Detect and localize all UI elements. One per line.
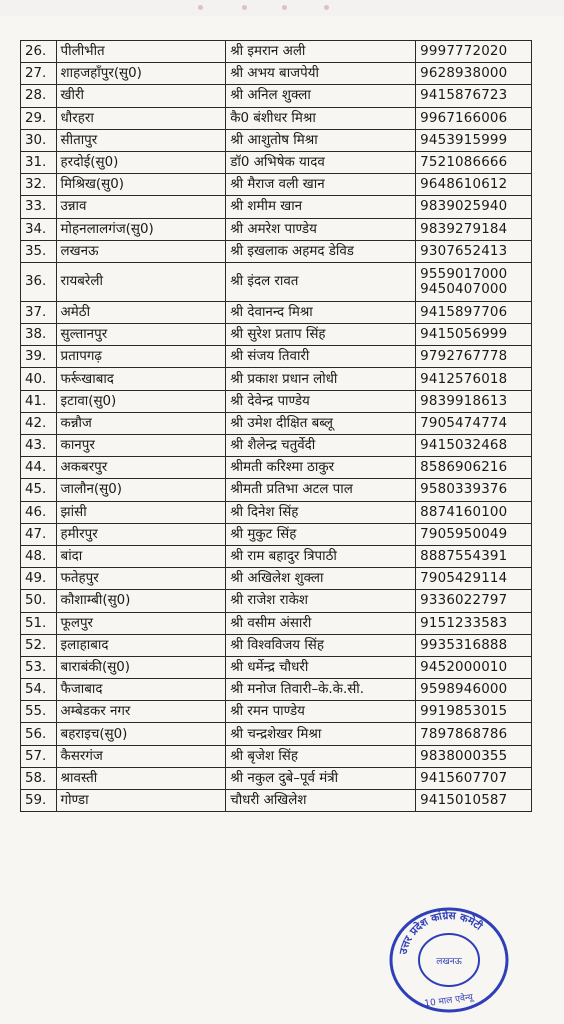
stamp-center-text: लखनऊ — [436, 957, 462, 967]
serial-number-cell: 38. — [21, 324, 57, 346]
phone-cell — [416, 767, 532, 789]
serial-number-cell: 39. — [21, 346, 57, 368]
phone-cell — [416, 196, 532, 218]
table-row — [21, 612, 532, 634]
phone-number: 9792767778 — [420, 349, 508, 365]
phone-number: 9415607707 — [420, 770, 508, 786]
serial-number-cell: 42. — [21, 412, 57, 434]
table-row — [21, 790, 532, 812]
constituency-cell: जालौन(सु0) — [56, 479, 226, 501]
serial-number-cell: 50. — [21, 590, 57, 612]
candidate-name-cell: श्री अमरेश पाण्डेय — [226, 218, 416, 240]
phone-number: 9415010587 — [420, 793, 508, 809]
phone-cell — [416, 723, 532, 745]
indicator-dot — [324, 5, 329, 10]
constituency-cell: बाराबंकी(सु0) — [56, 656, 226, 678]
candidate-name-cell: श्री इखलाक अहमद डेविड — [226, 240, 416, 262]
candidate-name-cell: श्री शमीम खान — [226, 196, 416, 218]
phone-cell — [416, 701, 532, 723]
phone-number: 9648610612 — [420, 177, 508, 193]
table-row — [21, 745, 532, 767]
serial-number-cell: 52. — [21, 634, 57, 656]
serial-number-cell: 56. — [21, 723, 57, 745]
constituency-cell: अकबरपुर — [56, 457, 226, 479]
phone-number: 9415032468 — [420, 438, 508, 454]
indicator-dot — [198, 5, 203, 10]
phone-cell — [416, 324, 532, 346]
serial-number-cell: 46. — [21, 501, 57, 523]
table-row — [21, 174, 532, 196]
candidate-name-cell: चौधरी अखिलेश — [226, 790, 416, 812]
constituency-cell: झांसी — [56, 501, 226, 523]
candidate-name-cell: श्री सुरेश प्रताप सिंह — [226, 324, 416, 346]
phone-cell — [416, 612, 532, 634]
table-row — [21, 240, 532, 262]
candidate-name-cell: श्री नकुल दुबे–पूर्व मंत्री — [226, 767, 416, 789]
serial-number-cell: 34. — [21, 218, 57, 240]
phone-number: 9997772020 — [420, 44, 508, 60]
phone-number: 9415056999 — [420, 327, 508, 343]
table-row — [21, 568, 532, 590]
candidate-name-cell: श्रीमती करिश्मा ठाकुर — [226, 457, 416, 479]
table-body — [21, 41, 532, 812]
table-row — [21, 63, 532, 85]
serial-number-cell: 49. — [21, 568, 57, 590]
candidate-name-cell: श्री प्रकाश प्रधान लोधी — [226, 368, 416, 390]
constituency-cell: मिश्रिख(सु0) — [56, 174, 226, 196]
constituency-cell: श्रावस्ती — [56, 767, 226, 789]
phone-cell — [416, 790, 532, 812]
constituency-cell: अम्बेडकर नगर — [56, 701, 226, 723]
candidate-name-cell: श्री संजय तिवारी — [226, 346, 416, 368]
candidate-name-cell: श्री दिनेश सिंह — [226, 501, 416, 523]
official-stamp — [388, 906, 510, 1014]
phone-number: 7905429114 — [420, 571, 508, 587]
constituency-cell: इलाहाबाद — [56, 634, 226, 656]
stamp-ring-text: उत्तर प्रदेश कांग्रेस कमेटी — [397, 909, 485, 956]
constituency-cell: बांदा — [56, 545, 226, 567]
serial-number-cell: 40. — [21, 368, 57, 390]
phone-number: 9839279184 — [420, 221, 508, 237]
phone-cell — [416, 174, 532, 196]
phone-number: 9598946000 — [420, 682, 508, 698]
phone-number: 9839918613 — [420, 393, 508, 409]
serial-number-cell: 30. — [21, 129, 57, 151]
phone-number: 9415897706 — [420, 304, 508, 320]
serial-number-cell: 57. — [21, 745, 57, 767]
phone-number: 9452000010 — [420, 659, 508, 675]
constituency-cell: धौरहरा — [56, 107, 226, 129]
serial-number-cell: 37. — [21, 301, 57, 323]
candidate-name-cell: श्री मनोज तिवारी–के.के.सी. — [226, 679, 416, 701]
serial-number-cell: 31. — [21, 151, 57, 173]
candidate-name-cell: श्री उमेश दीक्षित बब्लू — [226, 412, 416, 434]
candidate-name-cell: श्री आशुतोष मिश्रा — [226, 129, 416, 151]
candidate-name-cell: श्री मुकुट सिंह — [226, 523, 416, 545]
table-row — [21, 634, 532, 656]
phone-number: 9450407000 — [420, 281, 508, 297]
phone-cell — [416, 346, 532, 368]
phone-cell — [416, 679, 532, 701]
candidate-name-cell: श्री इंदल रावत — [226, 262, 416, 301]
constituency-cell: प्रतापगढ़ — [56, 346, 226, 368]
table-row — [21, 390, 532, 412]
constituency-cell: फूलपुर — [56, 612, 226, 634]
phone-cell — [416, 523, 532, 545]
constituency-cell: गोण्डा — [56, 790, 226, 812]
phone-cell — [416, 129, 532, 151]
table-row — [21, 523, 532, 545]
table-row — [21, 479, 532, 501]
serial-number-cell: 41. — [21, 390, 57, 412]
phone-number: 9559017000 — [420, 266, 508, 282]
constituency-cell: फतेहपुर — [56, 568, 226, 590]
phone-number: 7905950049 — [420, 526, 508, 542]
candidate-list-table — [20, 40, 532, 812]
phone-cell — [416, 262, 532, 301]
phone-number: 7521086666 — [420, 155, 508, 171]
phone-number: 9935316888 — [420, 637, 508, 653]
table-row — [21, 457, 532, 479]
table-row — [21, 368, 532, 390]
table-row — [21, 767, 532, 789]
phone-cell — [416, 545, 532, 567]
constituency-cell: सीतापुर — [56, 129, 226, 151]
phone-cell — [416, 457, 532, 479]
serial-number-cell: 33. — [21, 196, 57, 218]
constituency-cell: हरदोई(सु0) — [56, 151, 226, 173]
phone-cell — [416, 390, 532, 412]
phone-number: 9453915999 — [420, 132, 508, 148]
table-row — [21, 435, 532, 457]
constituency-cell: खीरी — [56, 85, 226, 107]
serial-number-cell: 55. — [21, 701, 57, 723]
candidate-name-cell: श्री चन्द्रशेखर मिश्रा — [226, 723, 416, 745]
phone-cell — [416, 107, 532, 129]
phone-number: 9839025940 — [420, 199, 508, 215]
phone-cell — [416, 745, 532, 767]
phone-cell — [416, 412, 532, 434]
table-row — [21, 346, 532, 368]
constituency-cell: अमेठी — [56, 301, 226, 323]
phone-cell — [416, 634, 532, 656]
serial-number-cell: 26. — [21, 41, 57, 63]
table-row — [21, 501, 532, 523]
phone-cell — [416, 301, 532, 323]
serial-number-cell: 59. — [21, 790, 57, 812]
phone-number: 8887554391 — [420, 549, 508, 565]
serial-number-cell: 36. — [21, 262, 57, 301]
constituency-cell: रायबरेली — [56, 262, 226, 301]
candidate-name-cell: श्री शैलेन्द्र चतुर्वेदी — [226, 435, 416, 457]
table-row — [21, 85, 532, 107]
constituency-cell: फर्रूखाबाद — [56, 368, 226, 390]
phone-number: 9628938000 — [420, 66, 508, 82]
phone-number: 9967166006 — [420, 110, 508, 126]
table-row — [21, 107, 532, 129]
stamp-bottom-text: 10 माल एवेन्यू — [423, 992, 474, 1010]
table-row — [21, 218, 532, 240]
table-row — [21, 723, 532, 745]
phone-cell — [416, 41, 532, 63]
table-row — [21, 151, 532, 173]
phone-cell — [416, 368, 532, 390]
serial-number-cell: 48. — [21, 545, 57, 567]
table-row — [21, 701, 532, 723]
candidate-name-cell: श्री रमन पाण्डेय — [226, 701, 416, 723]
table-row — [21, 679, 532, 701]
constituency-cell: लखनऊ — [56, 240, 226, 262]
phone-cell — [416, 218, 532, 240]
constituency-cell: शाहजहाँपुर(सु0) — [56, 63, 226, 85]
phone-number: 9838000355 — [420, 748, 508, 764]
constituency-cell: बहराइच(सु0) — [56, 723, 226, 745]
constituency-cell: सुल्तानपुर — [56, 324, 226, 346]
constituency-cell: कानपुर — [56, 435, 226, 457]
constituency-cell: कैसरगंज — [56, 745, 226, 767]
constituency-cell: कौशाम्बी(सु0) — [56, 590, 226, 612]
candidate-name-cell: श्री बृजेश सिंह — [226, 745, 416, 767]
phone-cell — [416, 479, 532, 501]
table-row — [21, 129, 532, 151]
phone-number: 9919853015 — [420, 704, 508, 720]
phone-cell — [416, 151, 532, 173]
indicator-dot — [282, 5, 287, 10]
serial-number-cell: 43. — [21, 435, 57, 457]
phone-number: 9151233583 — [420, 615, 508, 631]
phone-number: 8874160100 — [420, 504, 508, 520]
phone-number: 9415876723 — [420, 88, 508, 104]
serial-number-cell: 45. — [21, 479, 57, 501]
phone-cell — [416, 590, 532, 612]
phone-cell — [416, 501, 532, 523]
candidate-name-cell: कै0 बंशीधर मिश्रा — [226, 107, 416, 129]
serial-number-cell: 28. — [21, 85, 57, 107]
table-row — [21, 545, 532, 567]
table-row — [21, 41, 532, 63]
phone-number: 9580339376 — [420, 482, 508, 498]
table-row — [21, 590, 532, 612]
phone-number: 9307652413 — [420, 243, 508, 259]
phone-cell — [416, 656, 532, 678]
candidate-name-cell: श्री मैराज वली खान — [226, 174, 416, 196]
constituency-cell: उन्नाव — [56, 196, 226, 218]
phone-number: 7905474774 — [420, 415, 508, 431]
table-row — [21, 412, 532, 434]
serial-number-cell: 35. — [21, 240, 57, 262]
phone-cell — [416, 85, 532, 107]
serial-number-cell: 32. — [21, 174, 57, 196]
constituency-cell: इटावा(सु0) — [56, 390, 226, 412]
candidate-name-cell: श्री अनिल शुक्ला — [226, 85, 416, 107]
candidate-name-cell: श्री इमरान अली — [226, 41, 416, 63]
constituency-cell: पीलीभीत — [56, 41, 226, 63]
candidate-name-cell: श्री धर्मेन्द्र चौधरी — [226, 656, 416, 678]
table-row — [21, 301, 532, 323]
serial-number-cell: 51. — [21, 612, 57, 634]
candidate-name-cell: श्रीमती प्रतिभा अटल पाल — [226, 479, 416, 501]
serial-number-cell: 58. — [21, 767, 57, 789]
constituency-cell: फैजाबाद — [56, 679, 226, 701]
candidate-name-cell: श्री देवेन्द्र पाण्डेय — [226, 390, 416, 412]
table-row — [21, 196, 532, 218]
serial-number-cell: 53. — [21, 656, 57, 678]
candidate-name-cell: श्री अखिलेश शुक्ला — [226, 568, 416, 590]
serial-number-cell: 44. — [21, 457, 57, 479]
candidate-name-cell: श्री विश्वविजय सिंह — [226, 634, 416, 656]
serial-number-cell: 29. — [21, 107, 57, 129]
candidate-name-cell: श्री राम बहादुर त्रिपाठी — [226, 545, 416, 567]
phone-cell — [416, 435, 532, 457]
constituency-cell: मोहनलालगंज(सु0) — [56, 218, 226, 240]
serial-number-cell: 54. — [21, 679, 57, 701]
constituency-cell: कन्नौज — [56, 412, 226, 434]
serial-number-cell: 47. — [21, 523, 57, 545]
candidate-name-cell: डॉ0 अभिषेक यादव — [226, 151, 416, 173]
phone-number: 8586906216 — [420, 460, 508, 476]
phone-cell — [416, 63, 532, 85]
table-row — [21, 656, 532, 678]
top-edge-strip — [0, 0, 564, 16]
table-row — [21, 324, 532, 346]
phone-number: 7897868786 — [420, 726, 508, 742]
indicator-dot — [242, 5, 247, 10]
serial-number-cell: 27. — [21, 63, 57, 85]
table-row — [21, 262, 532, 301]
candidate-name-cell: श्री अभय बाजपेयी — [226, 63, 416, 85]
candidate-name-cell: श्री वसीम अंसारी — [226, 612, 416, 634]
phone-number: 9412576018 — [420, 371, 508, 387]
constituency-cell: हमीरपुर — [56, 523, 226, 545]
phone-cell — [416, 240, 532, 262]
phone-number: 9336022797 — [420, 593, 508, 609]
candidate-name-cell: श्री राजेश राकेश — [226, 590, 416, 612]
candidate-name-cell: श्री देवानन्द मिश्रा — [226, 301, 416, 323]
phone-cell — [416, 568, 532, 590]
